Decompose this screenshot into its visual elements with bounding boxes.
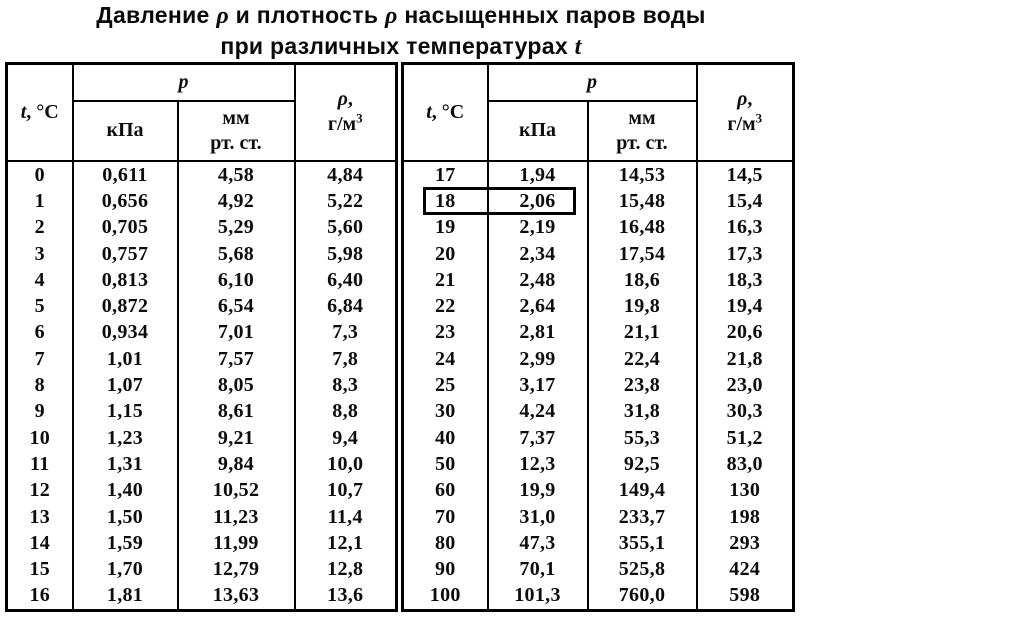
- cell-rho: 10,7: [295, 477, 397, 503]
- cell-rho: 7,8: [295, 346, 397, 372]
- cell-rho: 8,8: [295, 398, 397, 424]
- cell-rho: 16,3: [697, 214, 794, 240]
- cell-mmhg: 18,6: [588, 267, 697, 293]
- cell-t: 30: [403, 398, 488, 424]
- cell-mmhg: 233,7: [588, 503, 697, 529]
- cell-t: 50: [403, 451, 488, 477]
- cell-rho: 198: [697, 503, 794, 529]
- table-row: [403, 293, 794, 319]
- table-row: [403, 582, 794, 610]
- cell-kpa: 0,656: [73, 188, 178, 214]
- title-symbol: ρ: [216, 3, 229, 29]
- table-row: [403, 319, 794, 345]
- cell-rho: 10,0: [295, 451, 397, 477]
- cell-kpa: 2,34: [488, 240, 588, 266]
- col-header-kpa: кПа: [488, 101, 588, 161]
- title-line-1: [5, 0, 797, 31]
- cell-mmhg: 21,1: [588, 319, 697, 345]
- cell-kpa: 2,19: [488, 214, 588, 240]
- col-header-p: p: [488, 64, 697, 101]
- cell-kpa: 4,24: [488, 398, 588, 424]
- cell-kpa: 0,757: [73, 240, 178, 266]
- cell-rho: 12,8: [295, 556, 397, 582]
- cell-rho: 12,1: [295, 530, 397, 556]
- col-header-mmhg: мм рт. ст.: [588, 101, 697, 161]
- cell-t: 16: [7, 582, 73, 610]
- cell-kpa: 101,3: [488, 582, 588, 610]
- cell-t: 11: [7, 451, 73, 477]
- table-row: [7, 161, 397, 188]
- cell-mmhg: 31,8: [588, 398, 697, 424]
- cell-rho: 4,84: [295, 161, 397, 188]
- cell-mmhg: 4,92: [178, 188, 295, 214]
- table-left: [5, 62, 398, 612]
- cell-rho: 7,3: [295, 319, 397, 345]
- table-row: [7, 582, 397, 610]
- cell-kpa: 0,705: [73, 214, 178, 240]
- table-row: [7, 424, 397, 450]
- cell-rho: 23,0: [697, 372, 794, 398]
- table-row: [403, 424, 794, 450]
- title-text: Давление: [96, 2, 217, 28]
- cell-t: 22: [403, 293, 488, 319]
- table-row: [7, 398, 397, 424]
- table-row: [403, 240, 794, 266]
- cell-mmhg: 14,53: [588, 161, 697, 188]
- title-text: и плотность: [228, 2, 385, 28]
- cell-t: 6: [7, 319, 73, 345]
- cell-mmhg: 355,1: [588, 530, 697, 556]
- table-row: [403, 346, 794, 372]
- cell-kpa: 31,0: [488, 503, 588, 529]
- col-header-kpa: кПа: [73, 101, 178, 161]
- cell-rho: 130: [697, 477, 794, 503]
- cell-t: 0: [7, 161, 73, 188]
- cell-kpa: 2,81: [488, 319, 588, 345]
- cell-t: 18: [403, 188, 488, 214]
- cell-t: 8: [7, 372, 73, 398]
- cell-rho: 83,0: [697, 451, 794, 477]
- cell-rho: 11,4: [295, 503, 397, 529]
- col-header-rho: ρ, $г/м^3$: [295, 64, 397, 161]
- cell-t: 70: [403, 503, 488, 529]
- cell-rho: 9,4: [295, 424, 397, 450]
- table-header: [7, 64, 397, 161]
- table-row: [403, 503, 794, 529]
- cell-mmhg: 15,48: [588, 188, 697, 214]
- title-text: насыщенных паров воды: [397, 2, 706, 28]
- table-row: [7, 477, 397, 503]
- cell-t: 3: [7, 240, 73, 266]
- cell-kpa: 1,40: [73, 477, 178, 503]
- table-row: [403, 477, 794, 503]
- cell-rho: 5,98: [295, 240, 397, 266]
- cell-rho: 293: [697, 530, 794, 556]
- cell-kpa: 0,934: [73, 319, 178, 345]
- cell-kpa: 2,06: [488, 188, 588, 214]
- cell-t: 60: [403, 477, 488, 503]
- cell-kpa: 1,07: [73, 372, 178, 398]
- cell-rho: 13,6: [295, 582, 397, 610]
- cell-mmhg: 149,4: [588, 477, 697, 503]
- table-row: [403, 530, 794, 556]
- cell-t: 40: [403, 424, 488, 450]
- col-header-rho: ρ, $г/м^3$: [697, 64, 794, 161]
- cell-t: 10: [7, 424, 73, 450]
- table-row: [7, 346, 397, 372]
- cell-t: 9: [7, 398, 73, 424]
- cell-rho: 598: [697, 582, 794, 610]
- cell-rho: 30,3: [697, 398, 794, 424]
- table-row: [403, 556, 794, 582]
- cell-rho: 5,60: [295, 214, 397, 240]
- cell-mmhg: 22,4: [588, 346, 697, 372]
- cell-mmhg: 23,8: [588, 372, 697, 398]
- cell-mmhg: 13,63: [178, 582, 295, 610]
- cell-t: 80: [403, 530, 488, 556]
- table-row: [403, 372, 794, 398]
- cell-kpa: 19,9: [488, 477, 588, 503]
- cell-t: 17: [403, 161, 488, 188]
- cell-rho: 6,40: [295, 267, 397, 293]
- cell-mmhg: 17,54: [588, 240, 697, 266]
- cell-rho: 51,2: [697, 424, 794, 450]
- cell-mmhg: 7,57: [178, 346, 295, 372]
- table-row: [7, 319, 397, 345]
- table-row: [7, 214, 397, 240]
- cell-t: 23: [403, 319, 488, 345]
- cell-rho: 6,84: [295, 293, 397, 319]
- cell-rho: 15,4: [697, 188, 794, 214]
- cell-rho: 8,3: [295, 372, 397, 398]
- table-right: [401, 62, 795, 612]
- table-row: [403, 267, 794, 293]
- cell-t: 25: [403, 372, 488, 398]
- cell-kpa: 1,23: [73, 424, 178, 450]
- table-row: [7, 372, 397, 398]
- table-header: [403, 64, 794, 161]
- cell-t: 1: [7, 188, 73, 214]
- cell-kpa: 1,01: [73, 346, 178, 372]
- cell-kpa: 1,50: [73, 503, 178, 529]
- cell-mmhg: 10,52: [178, 477, 295, 503]
- cell-mmhg: 5,29: [178, 214, 295, 240]
- cell-kpa: 12,3: [488, 451, 588, 477]
- cell-mmhg: 12,79: [178, 556, 295, 582]
- cell-t: 100: [403, 582, 488, 610]
- cell-mmhg: 4,58: [178, 161, 295, 188]
- table-row: [403, 214, 794, 240]
- cell-t: 4: [7, 267, 73, 293]
- saturated-vapor-table: [5, 62, 795, 612]
- table-row: [403, 161, 794, 188]
- cell-t: 7: [7, 346, 73, 372]
- table-row: [403, 451, 794, 477]
- cell-kpa: 47,3: [488, 530, 588, 556]
- cell-kpa: 2,64: [488, 293, 588, 319]
- cell-kpa: 2,99: [488, 346, 588, 372]
- cell-mmhg: 6,54: [178, 293, 295, 319]
- cell-t: 14: [7, 530, 73, 556]
- cell-rho: 21,8: [697, 346, 794, 372]
- table-row: [7, 293, 397, 319]
- col-header-t: t, °C: [403, 64, 488, 161]
- col-header-p: p: [73, 64, 295, 101]
- cell-mmhg: 7,01: [178, 319, 295, 345]
- cell-kpa: 0,611: [73, 161, 178, 188]
- table-row: [403, 188, 794, 214]
- cell-t: 20: [403, 240, 488, 266]
- cell-mmhg: 8,05: [178, 372, 295, 398]
- col-header-t: t, °C: [7, 64, 73, 161]
- cell-kpa: 2,48: [488, 267, 588, 293]
- cell-mmhg: 11,99: [178, 530, 295, 556]
- cell-mmhg: 5,68: [178, 240, 295, 266]
- cell-t: 24: [403, 346, 488, 372]
- cell-mmhg: 6,10: [178, 267, 295, 293]
- cell-kpa: 1,31: [73, 451, 178, 477]
- title-symbol: t: [574, 34, 582, 60]
- table-row: [7, 556, 397, 582]
- cell-kpa: 1,81: [73, 582, 178, 610]
- table-row: [7, 503, 397, 529]
- cell-mmhg: 92,5: [588, 451, 697, 477]
- cell-rho: 424: [697, 556, 794, 582]
- cell-mmhg: 8,61: [178, 398, 295, 424]
- cell-kpa: 7,37: [488, 424, 588, 450]
- table-row: [7, 188, 397, 214]
- cell-t: 15: [7, 556, 73, 582]
- cell-kpa: 3,17: [488, 372, 588, 398]
- cell-t: 21: [403, 267, 488, 293]
- cell-mmhg: 525,8: [588, 556, 697, 582]
- cell-t: 13: [7, 503, 73, 529]
- cell-mmhg: 760,0: [588, 582, 697, 610]
- cell-rho: 18,3: [697, 267, 794, 293]
- cell-mmhg: 19,8: [588, 293, 697, 319]
- cell-rho: 5,22: [295, 188, 397, 214]
- cell-t: 2: [7, 214, 73, 240]
- cell-kpa: 1,94: [488, 161, 588, 188]
- cell-mmhg: 9,84: [178, 451, 295, 477]
- table-row: [7, 240, 397, 266]
- title-text: при различных температурах: [220, 33, 575, 59]
- table-row: [7, 451, 397, 477]
- table-row: [7, 530, 397, 556]
- cell-kpa: 1,15: [73, 398, 178, 424]
- cell-t: 90: [403, 556, 488, 582]
- table-row: [403, 398, 794, 424]
- title-symbol: ρ: [384, 3, 398, 29]
- cell-kpa: 0,872: [73, 293, 178, 319]
- table-row: [7, 267, 397, 293]
- cell-rho: 20,6: [697, 319, 794, 345]
- cell-t: 12: [7, 477, 73, 503]
- page-title: [5, 0, 797, 62]
- cell-kpa: 70,1: [488, 556, 588, 582]
- cell-mmhg: 11,23: [178, 503, 295, 529]
- cell-kpa: 1,70: [73, 556, 178, 582]
- title-line-2: [5, 31, 797, 62]
- cell-rho: 19,4: [697, 293, 794, 319]
- cell-t: 19: [403, 214, 488, 240]
- cell-mmhg: 16,48: [588, 214, 697, 240]
- cell-kpa: 1,59: [73, 530, 178, 556]
- cell-rho: 17,3: [697, 240, 794, 266]
- cell-rho: 14,5: [697, 161, 794, 188]
- cell-t: 5: [7, 293, 73, 319]
- cell-mmhg: 55,3: [588, 424, 697, 450]
- col-header-mmhg: мм рт. ст.: [178, 101, 295, 161]
- cell-kpa: 0,813: [73, 267, 178, 293]
- cell-mmhg: 9,21: [178, 424, 295, 450]
